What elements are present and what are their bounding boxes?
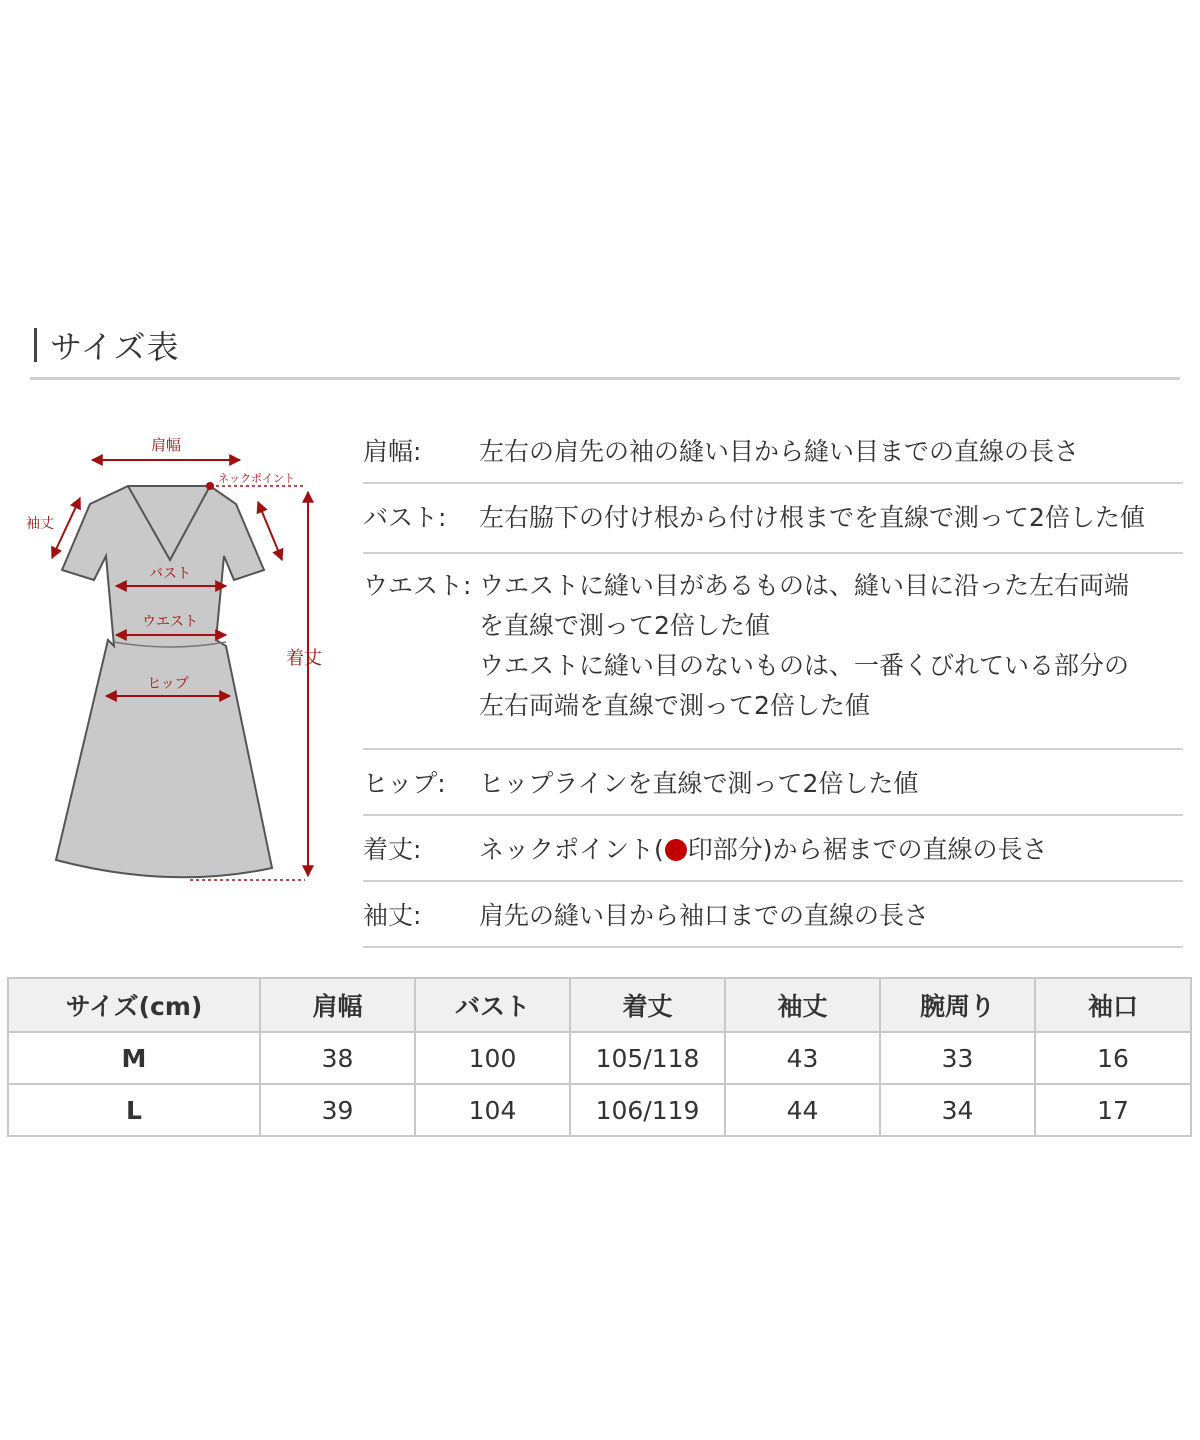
definition-term: 着丈: <box>363 835 422 864</box>
sleeve-label: 袖丈 <box>26 516 54 532</box>
definition-text: 肩先の縫い目から袖口までの直線の長さ <box>479 901 930 930</box>
neckpoint-marker <box>206 482 214 490</box>
definition-text-before: ネックポイント( <box>479 835 664 864</box>
table-cell: 104 <box>415 1084 570 1136</box>
header-cell-bust: バスト <box>415 978 570 1032</box>
definition-term: ウエスト: <box>363 571 472 600</box>
table-cell: 100 <box>415 1032 570 1084</box>
definition-row-bust <box>363 484 1183 554</box>
table-cell: 38 <box>260 1032 415 1084</box>
definition-row-sleeve <box>363 882 1183 948</box>
definition-line: ウエストに縫い目のないものは、一番くびれている部分の <box>479 651 1130 680</box>
bust-label: バスト <box>149 566 191 582</box>
neckpoint-label: ネックポイント <box>218 472 295 485</box>
hip-label: ヒップ <box>147 676 189 692</box>
waist-label: ウエスト <box>142 614 198 630</box>
size-table-header-row <box>8 978 1191 1032</box>
size-label-cell: M <box>8 1032 260 1084</box>
heading-divider <box>30 377 1180 380</box>
header-cell-sleeve: 袖丈 <box>725 978 880 1032</box>
table-row <box>8 1084 1191 1136</box>
header-cell-shoulder: 肩幅 <box>260 978 415 1032</box>
header-cell-cuff: 袖口 <box>1035 978 1191 1032</box>
heading-accent-bar <box>34 328 37 362</box>
page-title: サイズ表 <box>50 328 180 366</box>
definition-row-waist <box>363 554 1183 750</box>
definition-line: ウエストに縫い目があるものは、縫い目に沿った左右両端 <box>479 571 1130 600</box>
table-cell: 33 <box>880 1032 1035 1084</box>
definition-text <box>479 830 1183 880</box>
dress-measurement-diagram <box>20 420 350 900</box>
definition-text: 左右脇下の付け根から付け根までを直線で測って2倍した値 <box>479 503 1145 532</box>
definition-row-hip <box>363 750 1183 816</box>
size-table <box>7 977 1192 1137</box>
definition-term: 袖丈: <box>363 901 422 930</box>
definition-row-shoulder <box>363 418 1183 484</box>
table-cell: 106/119 <box>570 1084 725 1136</box>
measurement-definitions <box>363 418 1183 948</box>
header-cell-length: 着丈 <box>570 978 725 1032</box>
definition-term: バスト: <box>363 503 447 532</box>
definition-text <box>479 566 1183 748</box>
neckpoint-dot-icon <box>665 839 687 861</box>
definition-term: 肩幅: <box>363 437 422 466</box>
definition-line: 左右両端を直線で測って2倍した値 <box>479 691 870 720</box>
table-cell: 43 <box>725 1032 880 1084</box>
table-row <box>8 1032 1191 1084</box>
table-cell: 44 <box>725 1084 880 1136</box>
sleeve-arrow-right <box>258 502 282 560</box>
definition-text: 左右の肩先の袖の縫い目から縫い目までの直線の長さ <box>479 437 1080 466</box>
table-cell: 39 <box>260 1084 415 1136</box>
header-cell-size: サイズ(cm) <box>8 978 260 1032</box>
definition-text-after: 印部分)から裾までの直線の長さ <box>687 835 1048 864</box>
table-cell: 16 <box>1035 1032 1191 1084</box>
table-cell: 34 <box>880 1084 1035 1136</box>
definition-line: を直線で測って2倍した値 <box>479 611 770 640</box>
definition-text: ヒップラインを直線で測って2倍した値 <box>479 769 919 798</box>
definition-term: ヒップ: <box>363 769 446 798</box>
length-label: 着丈 <box>286 648 322 669</box>
shoulder-label: 肩幅 <box>150 436 182 454</box>
table-cell: 105/118 <box>570 1032 725 1084</box>
header-cell-arm: 腕周り <box>880 978 1035 1032</box>
size-label-cell: L <box>8 1084 260 1136</box>
table-cell: 17 <box>1035 1084 1191 1136</box>
definition-row-length <box>363 816 1183 882</box>
